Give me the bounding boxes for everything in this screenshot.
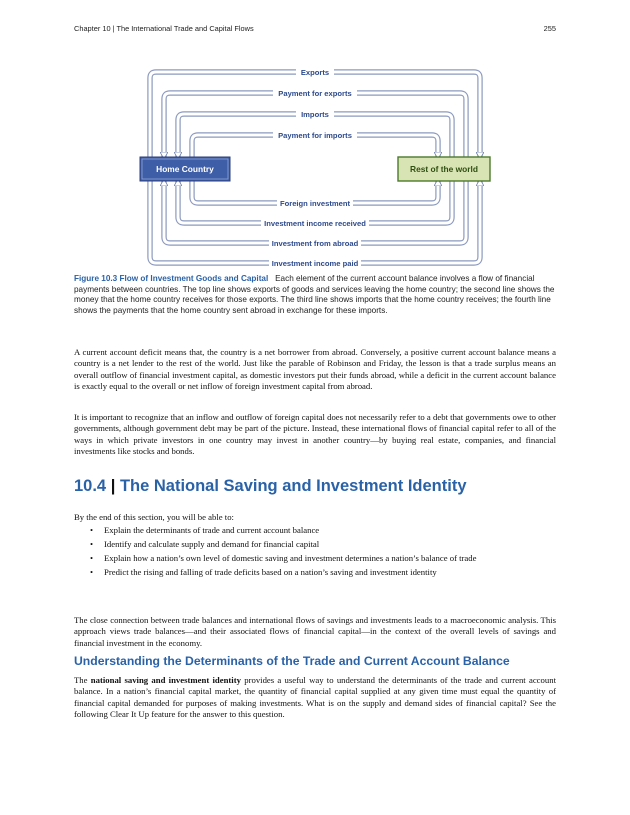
section-title: The National Saving and Investment Identity bbox=[119, 477, 467, 495]
section-separator: | bbox=[110, 477, 116, 495]
payment-for-exports-arrow bbox=[164, 93, 466, 158]
home-country-label: Home Country bbox=[156, 164, 214, 174]
flow-label-investment-income-received: Investment income received bbox=[264, 219, 366, 228]
objective-text: Explain how a nation’s own level of domestic saving and investment determines a nation’s balance of trade bbox=[104, 552, 477, 563]
flow-label-exports: Exports bbox=[300, 68, 330, 77]
section-heading bbox=[74, 477, 556, 496]
flow-diagram-svg bbox=[130, 62, 500, 272]
paragraph-text: A current account deficit means that, the country is a net borrower from abroad. Conversely, a positive current account balance means a country is a net lender to the rest of the world. Just like the parable of Robinson and Friday, the lesson is that a trade surplus means an overall outflow of financial investment capital, as domestic investors put their funds abroad, while a deficit in the current account balance is exactly equal to the overall or net inflow of foreign investment capital from abroad. bbox=[74, 347, 556, 391]
subsection-heading: Understanding the Determinants of the Trade and Current Account Balance bbox=[74, 654, 510, 668]
bullet: • bbox=[90, 525, 94, 535]
section-number: 10.4 bbox=[74, 477, 107, 495]
key-term: national saving and investment identity bbox=[90, 675, 241, 685]
flow-label-payment-for-imports: Payment for imports bbox=[278, 131, 352, 140]
list-item bbox=[90, 539, 530, 551]
objective-text: Predict the rising and falling of trade deficits based on a nation’s saving and investment identity bbox=[104, 566, 437, 577]
paragraph-text: It is important to recognize that an inflow and outflow of foreign capital does not necessarily refer to a debt that governments owe to other governments, although government debt may be part of the picture. Instead, these international flows of financial capital refer to all of the ways in which private investors in one country may invest in another country—by buying real estate, companies, and financial investments like stocks and bonds. bbox=[74, 412, 556, 456]
bullet: • bbox=[90, 538, 94, 549]
paragraph-lead: The bbox=[74, 675, 91, 685]
flow-label-investment-from-abroad: Investment from abroad bbox=[271, 239, 359, 248]
list-item bbox=[90, 525, 530, 537]
objective-text: Identify and calculate supply and demand for financial capital bbox=[104, 538, 320, 549]
paragraph-text: The close connection between trade balances and international flows of savings and investments leads to a macroeconomic analysis. This approach views trade balances—and their associated flows of financial capital—in the context of the overall levels of savings and financial investment in the economy. bbox=[74, 615, 556, 648]
capital-flow-diagram bbox=[130, 62, 500, 272]
paragraph-identity bbox=[74, 675, 556, 720]
investment-from-abroad-arrow bbox=[164, 180, 466, 243]
flow-label-foreign-investment: Foreign investment bbox=[279, 199, 351, 208]
list-item bbox=[90, 567, 530, 579]
paragraph-current-account-deficit bbox=[74, 347, 556, 392]
flow-label-imports: Imports bbox=[301, 110, 329, 119]
paragraph-trade-balances bbox=[74, 615, 556, 649]
figure-caption bbox=[74, 274, 556, 316]
running-header bbox=[74, 24, 556, 36]
bullet: • bbox=[90, 566, 94, 577]
objective-text: Explain the determinants of trade and current account balance bbox=[104, 525, 320, 535]
figure-caption-text: Each element of the current account balance involves a flow of financial payments between countries. The top line shows exports of goods and services leaving the home country; the second line shows the money that the home country receives for those exports. The third line shows imports that the home country receives; the fourth line shows the payments that the home country sent abroad in exchange for these imports. bbox=[74, 274, 555, 315]
learning-objectives-list bbox=[90, 525, 530, 581]
objectives-intro-text: By the end of this section, you will be able to: bbox=[74, 512, 234, 522]
objectives-intro bbox=[74, 512, 556, 523]
paragraph-rest: provides a useful way to understand the determinants of the trade and current account balance. In a nation’s financial capital market, the quantity of financial capital supplied at any given time must equal the quantity of financial capital demanded for purposes of making investments. What is on the supply and demand sides of financial capital? See the following Clear It Up feature for the answer to this question. bbox=[74, 675, 556, 719]
bullet: • bbox=[90, 552, 94, 563]
rest-of-world-label: Rest of the world bbox=[410, 164, 478, 174]
flow-label-payment-for-exports: Payment for exports bbox=[278, 89, 352, 98]
flow-label-investment-income-paid: Investment income paid bbox=[271, 259, 359, 268]
paragraph-text bbox=[74, 675, 556, 720]
page-number: 255 bbox=[543, 24, 556, 33]
figure-caption-title: Figure 10.3 Flow of Investment Goods and Capital bbox=[74, 274, 269, 283]
paragraph-foreign-capital bbox=[74, 412, 556, 457]
chapter-title: Chapter 10 | The International Trade and Capital Flows bbox=[74, 24, 254, 33]
list-item bbox=[90, 553, 530, 565]
